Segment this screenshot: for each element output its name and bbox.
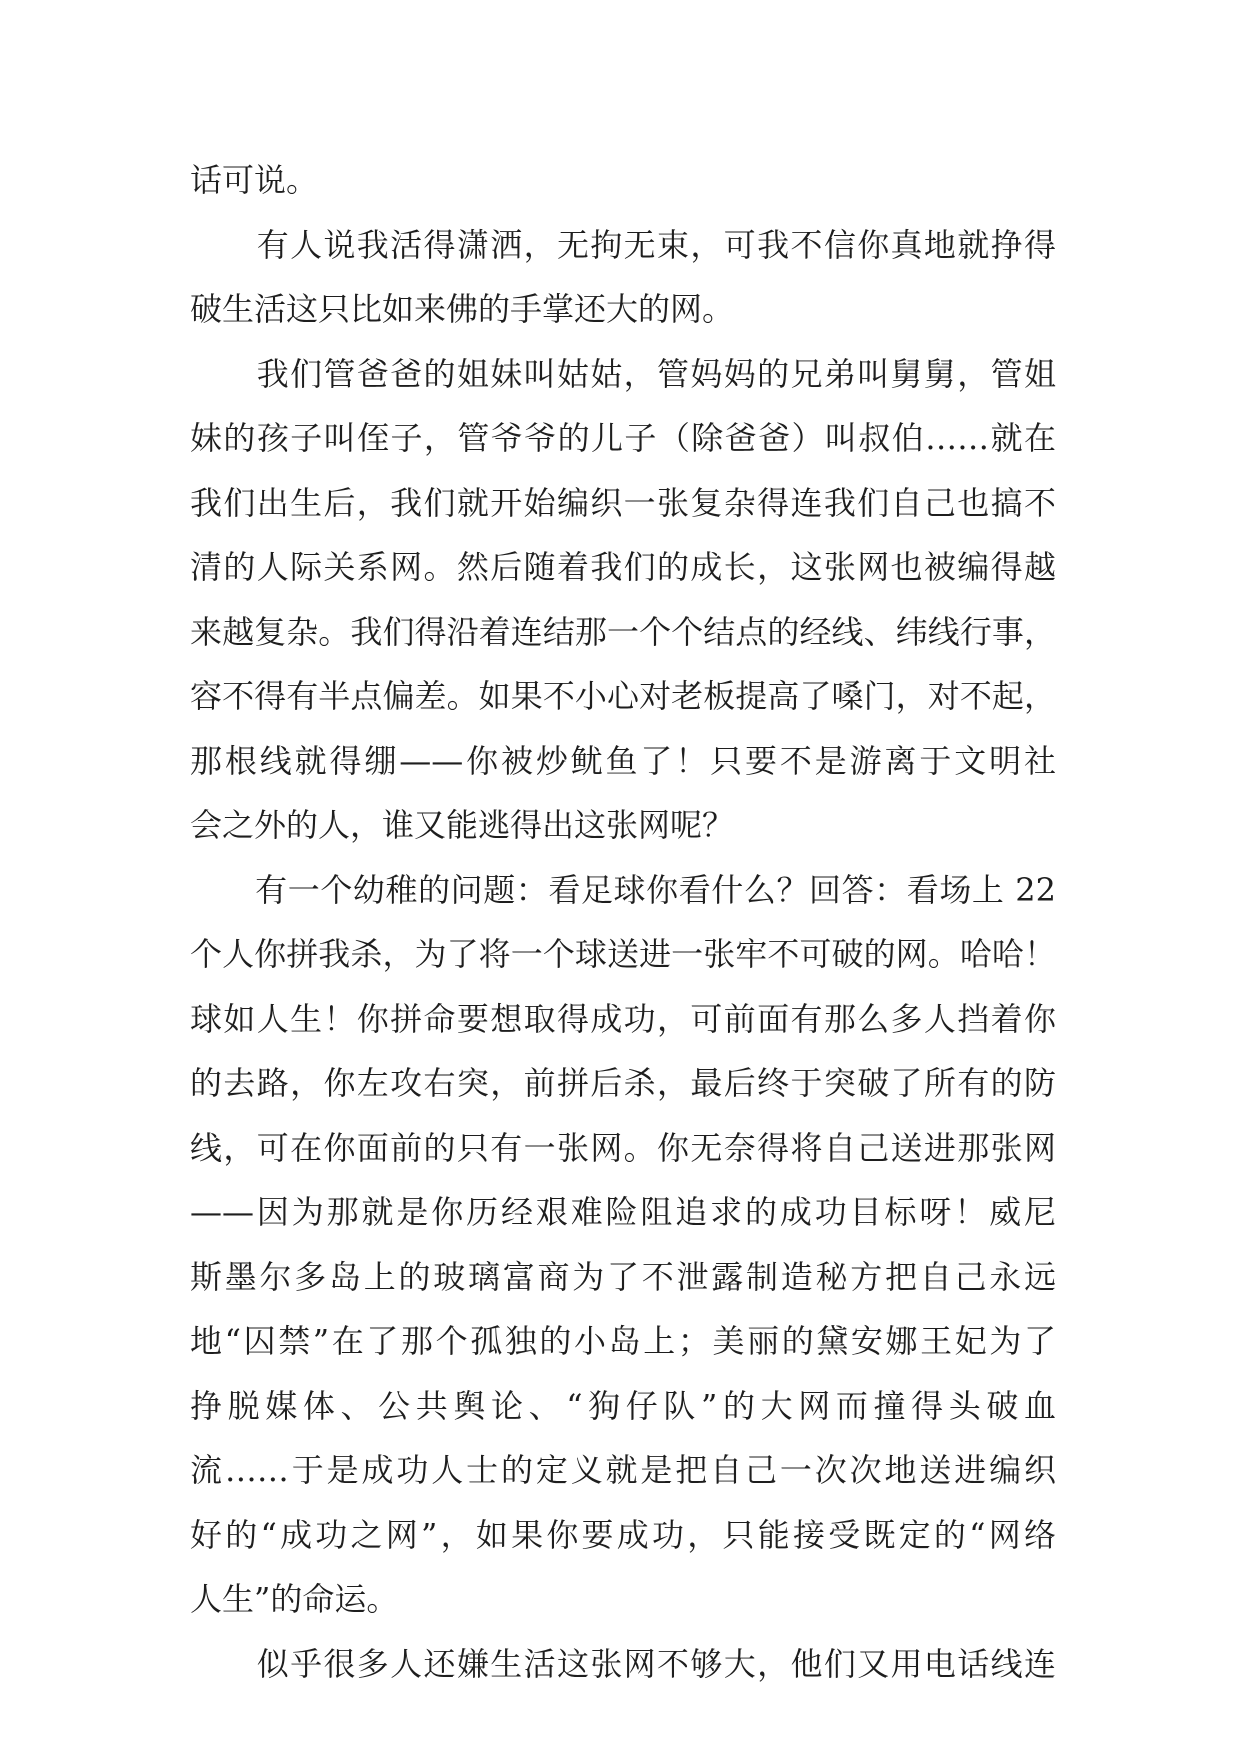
text-line: 挣脱媒体、公共舆论、“狗仔队”的大网而撞得头破血: [190, 1386, 1056, 1425]
text-line: 有一个幼稚的问题：看足球你看什么？回答：看场上 22: [190, 870, 1056, 909]
text-line: 人生”的命运。: [190, 1580, 399, 1618]
text-line: 流……于是成功人士的定义就是把自己一次次地送进编织: [190, 1451, 1056, 1489]
text-line: 好的“成功之网”，如果你要成功，只能接受既定的“网络: [190, 1515, 1056, 1554]
text-line: 斯墨尔多岛上的玻璃富商为了不泄露制造秘方把自己永远: [190, 1257, 1056, 1296]
text-line: 那根线就得绷——你被炒鱿鱼了！只要不是游离于文明社: [190, 741, 1056, 780]
text-line: 似乎很多人还嫌生活这张网不够大，他们又用电话线连: [190, 1644, 1056, 1683]
text-line: 妹的孩子叫侄子，管爷爷的儿子（除爸爸）叫叔伯……就在: [190, 419, 1056, 457]
text-line: 球如人生！你拼命要想取得成功，可前面有那么多人挡着你: [190, 999, 1056, 1038]
text-line: 我们管爸爸的姐妹叫姑姑，管妈妈的兄弟叫舅舅，管姐: [190, 354, 1056, 393]
text-line: 线，可在你面前的只有一张网。你无奈得将自己送进那张网: [190, 1128, 1056, 1167]
text-line: 清的人际关系网。然后随着我们的成长，这张网也被编得越: [190, 548, 1056, 586]
text-line: 有人说我活得潇洒，无拘无束，可我不信你真地就挣得: [190, 225, 1056, 264]
text-line: 我们出生后，我们就开始编织一张复杂得连我们自己也搞不: [190, 483, 1056, 522]
document-body: [190, 148, 1056, 1696]
text-line: 容不得有半点偏差。如果不小心对老板提高了嗓门，对不起，: [190, 677, 1056, 715]
text-line: 来越复杂。我们得沿着连结那一个个结点的经线、纬线行事，: [190, 612, 1056, 651]
text-line: 会之外的人，谁又能逃得出这张网呢？: [190, 806, 735, 844]
text-line: 个人你拼我杀，为了将一个球送进一张牢不可破的网。哈哈！: [190, 935, 1056, 973]
text-line: ——因为那就是你历经艰难险阻追求的成功目标呀！威尼: [190, 1193, 1056, 1231]
text-line: 的去路，你左攻右突，前拼后杀，最后终于突破了所有的防: [190, 1064, 1056, 1102]
text-line: 话可说。: [190, 161, 319, 199]
text-line: 破生活这只比如来佛的手掌还大的网。: [190, 290, 735, 328]
text-line: 地“囚禁”在了那个孤独的小岛上；美丽的黛安娜王妃为了: [190, 1322, 1056, 1360]
